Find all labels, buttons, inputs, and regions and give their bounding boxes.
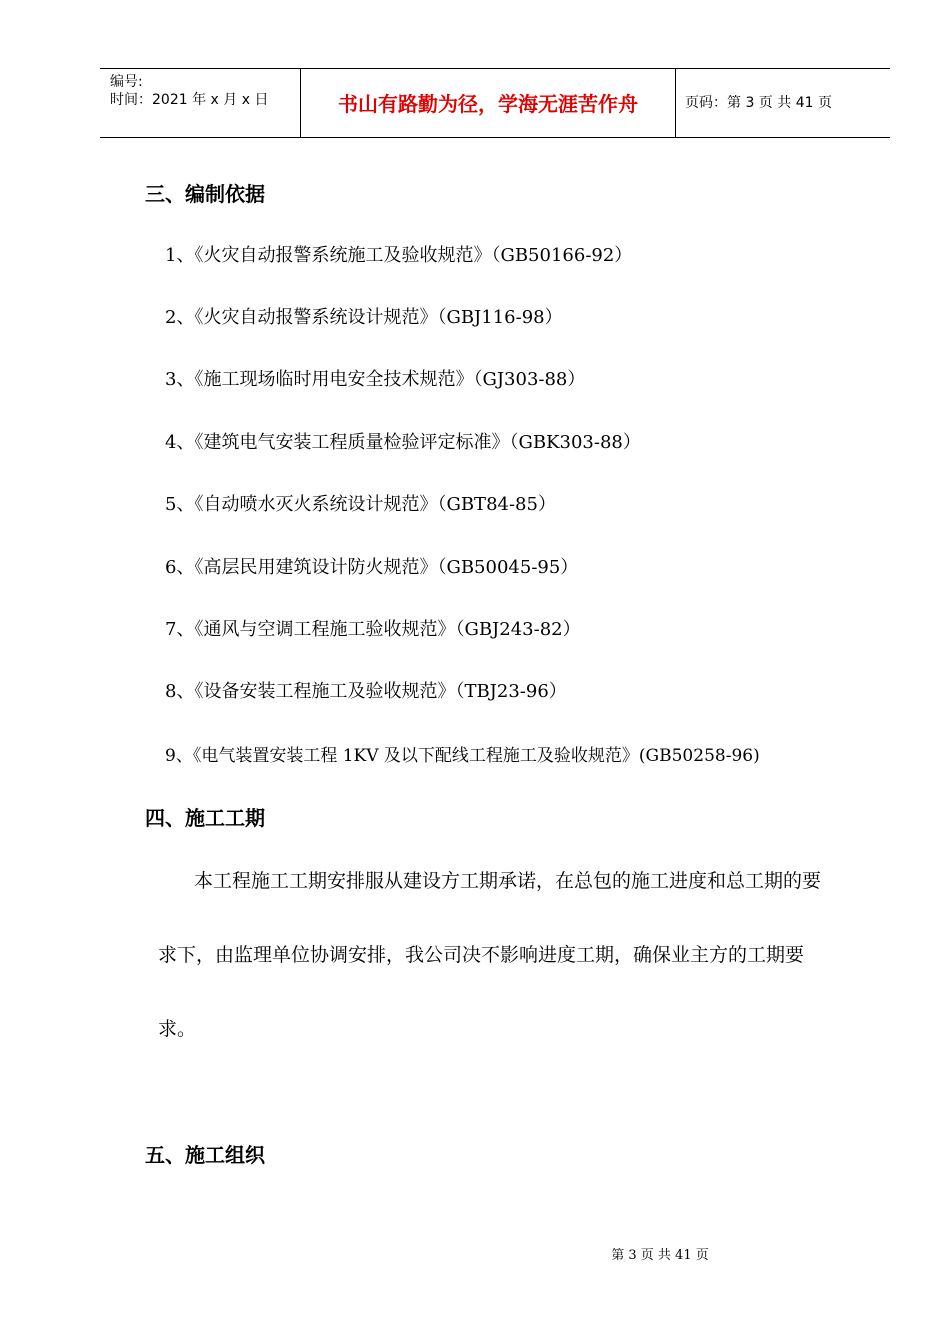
footer-page-number: 第 3 页 共 41 页 bbox=[611, 1248, 709, 1263]
reference-item-6: 6、《高层民用建筑设计防火规范》（GB50045-95） bbox=[165, 557, 579, 578]
header-page-info: 页码：第 3 页 共 41 页 bbox=[685, 95, 832, 111]
reference-item-1: 1、《火灾自动报警系统施工及验收规范》（GB50166-92） bbox=[165, 245, 633, 266]
header-motto: 书山有路勤为径，学海无涯苦作舟 bbox=[338, 92, 638, 116]
reference-item-5: 5、《自动喷水灭火系统设计规范》（GBT84-85） bbox=[165, 494, 556, 515]
reference-item-8: 8、《设备安装工程施工及验收规范》（TBJ23-96） bbox=[165, 681, 567, 702]
reference-item-7: 7、《通风与空调工程施工验收规范》（GBJ243-82） bbox=[165, 619, 581, 640]
section-3-heading: 三、编制依据 bbox=[145, 182, 265, 206]
document-time-label: 时间：2021 年 x 月 x 日 bbox=[110, 92, 269, 108]
reference-item-4: 4、《建筑电气安装工程质量检验评定标准》（GBK303-88） bbox=[165, 432, 641, 453]
reference-item-2: 2、《火灾自动报警系统设计规范》（GBJ116-98） bbox=[165, 307, 563, 328]
document-number-label: 编号: bbox=[110, 74, 143, 90]
reference-item-9: 9、《电气装置安装工程 1KV 及以下配线工程施工及验收规范》(GB50258-96) bbox=[165, 746, 760, 766]
section-5-heading: 五、施工组织 bbox=[145, 1143, 265, 1167]
schedule-paragraph-line-2: 求下，由监理单位协调安排，我公司决不影响进度工期，确保业主方的工期要 bbox=[158, 944, 805, 966]
section-4-heading: 四、施工工期 bbox=[145, 806, 265, 830]
reference-item-3: 3、《施工现场临时用电安全技术规范》（GJ303-88） bbox=[165, 369, 586, 390]
schedule-paragraph-line-3: 求。 bbox=[158, 1018, 197, 1040]
schedule-paragraph-line-1: 本工程施工工期安排服从建设方工期承诺，在总包的施工进度和总工期的要 bbox=[194, 870, 822, 892]
